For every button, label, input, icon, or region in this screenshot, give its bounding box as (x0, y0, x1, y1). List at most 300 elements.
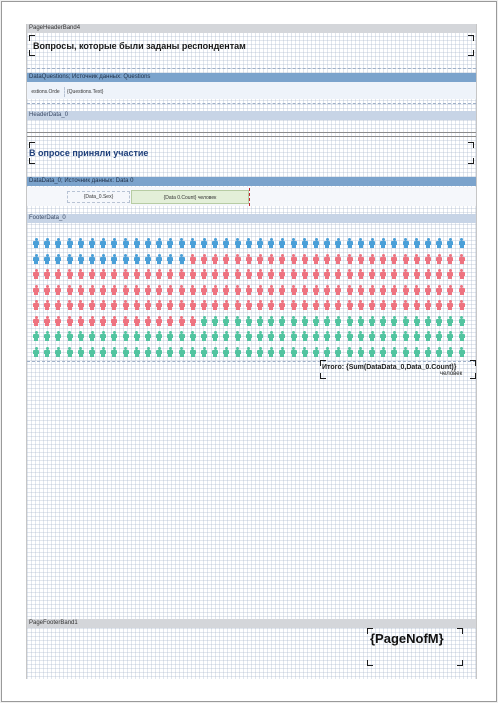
person-icon (223, 269, 229, 279)
person-icon (223, 331, 229, 341)
person-icon (100, 269, 106, 279)
person-icon (55, 347, 61, 357)
band-divider (27, 103, 476, 104)
person-icon (33, 238, 39, 248)
person-icon (44, 331, 50, 341)
person-icon (145, 254, 151, 264)
selection-corner (468, 158, 474, 164)
person-icon (358, 238, 364, 248)
person-icon (111, 254, 117, 264)
person-icon (302, 238, 308, 248)
person-icon (179, 269, 185, 279)
person-icon (324, 285, 330, 295)
person-icon (201, 331, 207, 341)
person-icon (324, 347, 330, 357)
person-icon (268, 238, 274, 248)
band-page-footer-title[interactable]: PageFooterBand1 (27, 619, 476, 628)
selection-corner (320, 373, 326, 379)
person-icon (246, 285, 252, 295)
person-icon (447, 285, 453, 295)
report-page (1, 1, 497, 702)
person-icon (380, 238, 386, 248)
person-icon (145, 285, 151, 295)
person-icon (201, 347, 207, 357)
person-icon (324, 331, 330, 341)
person-icon (425, 300, 431, 310)
person-icon (447, 331, 453, 341)
person-icon (391, 347, 397, 357)
person-icon (313, 269, 319, 279)
page-n-of-m[interactable]: {PageNofM} (370, 631, 444, 646)
person-icon (78, 300, 84, 310)
person-icon (123, 316, 129, 326)
person-icon (369, 347, 375, 357)
questions-order-cell[interactable]: estions.Orde (27, 87, 65, 97)
person-icon (223, 254, 229, 264)
person-icon (134, 300, 140, 310)
person-icon (414, 269, 420, 279)
person-icon (145, 347, 151, 357)
selection-corner (457, 628, 463, 634)
person-icon (33, 285, 39, 295)
person-icon (44, 269, 50, 279)
person-icon (55, 238, 61, 248)
person-icon (313, 238, 319, 248)
person-icon (111, 285, 117, 295)
person-icon (459, 254, 465, 264)
person-icon (279, 347, 285, 357)
person-icon (179, 285, 185, 295)
person-icon (313, 254, 319, 264)
person-icon (436, 254, 442, 264)
person-icon (167, 269, 173, 279)
person-icon (459, 331, 465, 341)
person-icon (89, 316, 95, 326)
person-icon (257, 300, 263, 310)
participated-heading[interactable]: В опросе приняли участие (29, 148, 149, 158)
person-icon (100, 238, 106, 248)
person-icon (190, 300, 196, 310)
person-icon (111, 347, 117, 357)
person-icon (100, 331, 106, 341)
person-icon (145, 269, 151, 279)
person-icon (246, 316, 252, 326)
person-icon (44, 285, 50, 295)
person-icon (291, 347, 297, 357)
person-icon (369, 300, 375, 310)
person-icon (78, 331, 84, 341)
person-icon (134, 254, 140, 264)
person-icon (167, 254, 173, 264)
person-icon (380, 347, 386, 357)
person-icon (335, 285, 341, 295)
person-icon (212, 347, 218, 357)
person-icon (403, 269, 409, 279)
person-icon (156, 316, 162, 326)
person-icon (380, 269, 386, 279)
person-icon (44, 316, 50, 326)
person-icon (447, 347, 453, 357)
person-icon (257, 285, 263, 295)
person-icon (436, 316, 442, 326)
selection-corner (468, 35, 474, 41)
person-icon (257, 316, 263, 326)
band-footer-data-title[interactable]: FooterData_0 (27, 214, 476, 223)
person-icon (347, 347, 353, 357)
person-icon (257, 347, 263, 357)
person-icon (212, 316, 218, 326)
person-icon (425, 285, 431, 295)
person-icon (190, 331, 196, 341)
person-icon (67, 285, 73, 295)
person-icon (145, 331, 151, 341)
person-icon (279, 331, 285, 341)
person-icon (459, 300, 465, 310)
person-icon (324, 254, 330, 264)
total-unit-text[interactable]: человек (440, 371, 463, 377)
person-icon (347, 285, 353, 295)
person-icon (201, 316, 207, 326)
selection-corner (468, 50, 474, 56)
person-icon (425, 269, 431, 279)
person-icon (291, 331, 297, 341)
person-icon (369, 285, 375, 295)
person-icon (436, 331, 442, 341)
person-icon (223, 238, 229, 248)
person-icon (279, 316, 285, 326)
person-icon (347, 331, 353, 341)
person-icon (347, 254, 353, 264)
band-data-questions-title[interactable]: DataQuestions; Источник данных: Questions (27, 73, 476, 82)
person-icon (123, 285, 129, 295)
person-icon (324, 269, 330, 279)
person-icon (67, 269, 73, 279)
person-icon (369, 316, 375, 326)
person-icon (447, 316, 453, 326)
person-icon (212, 238, 218, 248)
person-icon (369, 331, 375, 341)
person-icon (436, 300, 442, 310)
person-icon (302, 331, 308, 341)
person-icon (111, 316, 117, 326)
person-icon (459, 316, 465, 326)
person-icon (291, 269, 297, 279)
person-icon (33, 347, 39, 357)
person-icon (134, 331, 140, 341)
person-icon (414, 316, 420, 326)
person-icon (302, 285, 308, 295)
person-icon (268, 269, 274, 279)
person-icon (156, 254, 162, 264)
person-icon (257, 269, 263, 279)
person-icon (403, 331, 409, 341)
person-icon (335, 316, 341, 326)
band-data-data-title[interactable]: DataData_0; Источник данных: Data 0 (27, 177, 476, 186)
person-icon (436, 238, 442, 248)
person-icon (391, 316, 397, 326)
person-icon (380, 316, 386, 326)
person-icon (156, 331, 162, 341)
person-icon (190, 254, 196, 264)
person-icon (268, 331, 274, 341)
person-icon (313, 285, 319, 295)
person-icon (145, 316, 151, 326)
person-icon (134, 347, 140, 357)
total-text[interactable]: Итого: {Sum(DataData_0,Data_0.Count)} (322, 364, 457, 371)
person-icon (223, 285, 229, 295)
person-icon (89, 269, 95, 279)
person-icon (291, 285, 297, 295)
person-icon (335, 269, 341, 279)
person-icon (459, 238, 465, 248)
person-icon (302, 300, 308, 310)
person-icon (414, 347, 420, 357)
person-icon (100, 254, 106, 264)
person-icon (268, 300, 274, 310)
person-icon (425, 331, 431, 341)
person-icon (403, 285, 409, 295)
person-icon (201, 300, 207, 310)
person-icon (111, 331, 117, 341)
person-icon (425, 254, 431, 264)
data-sex-cell[interactable]: {Data_0.Sex} (67, 191, 130, 203)
person-icon (391, 269, 397, 279)
person-icon (436, 269, 442, 279)
person-icon (201, 285, 207, 295)
person-icon (89, 331, 95, 341)
person-icon (212, 254, 218, 264)
person-icon (167, 238, 173, 248)
person-icon (358, 300, 364, 310)
person-icon (358, 285, 364, 295)
person-icon (67, 347, 73, 357)
person-icon (89, 300, 95, 310)
person-icon (403, 347, 409, 357)
person-icon (436, 347, 442, 357)
person-icon (313, 347, 319, 357)
person-icon (403, 300, 409, 310)
person-icon (33, 300, 39, 310)
questions-text-cell[interactable]: {Questions.Text} (67, 89, 104, 95)
person-icon (123, 347, 129, 357)
person-icon (302, 254, 308, 264)
person-icon (380, 285, 386, 295)
person-icon (414, 300, 420, 310)
person-icon (156, 285, 162, 295)
person-icon (55, 285, 61, 295)
person-icon (223, 300, 229, 310)
person-icon (257, 238, 263, 248)
person-icon (212, 331, 218, 341)
selection-corner (367, 660, 373, 666)
person-icon (391, 331, 397, 341)
person-icon (78, 285, 84, 295)
person-icon (403, 254, 409, 264)
person-icon (235, 347, 241, 357)
selection-corner (470, 360, 476, 366)
person-icon (347, 238, 353, 248)
report-title[interactable]: Вопросы, которые были заданы респондентам (33, 41, 246, 51)
person-icon (358, 254, 364, 264)
selection-corner (457, 660, 463, 666)
person-icon (246, 238, 252, 248)
person-icon (447, 300, 453, 310)
person-icon (123, 331, 129, 341)
person-icon (212, 269, 218, 279)
person-icon (55, 254, 61, 264)
person-icon (447, 269, 453, 279)
person-icon (89, 238, 95, 248)
person-icon (447, 254, 453, 264)
person-icon (302, 347, 308, 357)
person-icon (425, 238, 431, 248)
person-icon (33, 269, 39, 279)
person-icon (156, 300, 162, 310)
person-icon (55, 300, 61, 310)
person-icon (268, 347, 274, 357)
person-icon (313, 300, 319, 310)
person-icon (425, 316, 431, 326)
person-icon (246, 254, 252, 264)
person-icon (347, 316, 353, 326)
person-icon (179, 331, 185, 341)
person-icon (302, 269, 308, 279)
person-icon (67, 331, 73, 341)
person-icon (302, 316, 308, 326)
person-icon (55, 316, 61, 326)
person-icon (67, 238, 73, 248)
person-icon (358, 347, 364, 357)
person-icon (414, 285, 420, 295)
person-icon (111, 300, 117, 310)
person-icon (324, 238, 330, 248)
person-icon (279, 238, 285, 248)
person-icon (324, 316, 330, 326)
person-icon (123, 254, 129, 264)
person-icon (190, 316, 196, 326)
person-icon (145, 238, 151, 248)
person-icon (358, 269, 364, 279)
column-guide (249, 188, 250, 206)
person-icon (235, 269, 241, 279)
report-sheet (26, 24, 477, 679)
person-icon (223, 347, 229, 357)
person-icon (89, 254, 95, 264)
person-icon (111, 238, 117, 248)
person-icon (190, 238, 196, 248)
person-icon (235, 285, 241, 295)
person-icon (89, 347, 95, 357)
person-icon (44, 238, 50, 248)
person-icon (459, 285, 465, 295)
person-icon (246, 347, 252, 357)
person-icon (33, 316, 39, 326)
person-icon (67, 300, 73, 310)
band-separator (27, 132, 476, 133)
person-icon (268, 254, 274, 264)
selection-corner (468, 142, 474, 148)
person-icon (167, 331, 173, 341)
person-icon (123, 238, 129, 248)
person-icon (459, 269, 465, 279)
person-icon (257, 331, 263, 341)
person-icon (201, 269, 207, 279)
person-icon (235, 331, 241, 341)
person-icon (380, 331, 386, 341)
person-icon (425, 347, 431, 357)
person-icon (134, 316, 140, 326)
person-icon (179, 347, 185, 357)
person-icon (190, 347, 196, 357)
person-icon (403, 316, 409, 326)
band-page-header-title[interactable]: PageHeaderBand4 (27, 24, 476, 33)
person-icon (167, 316, 173, 326)
person-icon (436, 285, 442, 295)
band-header-data-title[interactable]: HeaderData_0 (27, 111, 476, 120)
person-icon (313, 331, 319, 341)
person-icon (235, 254, 241, 264)
person-icon (246, 269, 252, 279)
person-icon (268, 285, 274, 295)
person-icon (246, 331, 252, 341)
person-icon (414, 331, 420, 341)
person-icon (33, 254, 39, 264)
person-icon (111, 269, 117, 279)
person-icon (78, 316, 84, 326)
person-icon (190, 269, 196, 279)
person-icon (447, 238, 453, 248)
person-icon (335, 347, 341, 357)
data-count-cell[interactable]: {Data 0.Count} человек (131, 190, 249, 204)
band-divider (27, 68, 476, 69)
selection-corner (29, 158, 35, 164)
person-icon (67, 316, 73, 326)
person-icon (134, 238, 140, 248)
person-icon (347, 300, 353, 310)
person-icon (123, 269, 129, 279)
person-icon (235, 238, 241, 248)
person-icon (78, 347, 84, 357)
person-icon (67, 254, 73, 264)
person-icon (212, 300, 218, 310)
person-icon (78, 254, 84, 264)
person-icon (414, 254, 420, 264)
person-icon (44, 300, 50, 310)
person-icon (179, 316, 185, 326)
band-separator (27, 136, 476, 137)
person-icon (156, 269, 162, 279)
person-icon (100, 316, 106, 326)
selection-corner (470, 373, 476, 379)
person-icon (156, 347, 162, 357)
person-icon (369, 269, 375, 279)
person-icon (279, 300, 285, 310)
person-icon (324, 300, 330, 310)
person-icon (179, 254, 185, 264)
person-icon (78, 238, 84, 248)
person-icon (44, 347, 50, 357)
person-icon (391, 285, 397, 295)
person-icon (223, 316, 229, 326)
person-icon (335, 300, 341, 310)
person-icon (179, 300, 185, 310)
band-divider (27, 361, 476, 362)
person-icon (123, 300, 129, 310)
person-icon (134, 285, 140, 295)
person-icon (201, 238, 207, 248)
person-icon (212, 285, 218, 295)
person-icon (347, 269, 353, 279)
